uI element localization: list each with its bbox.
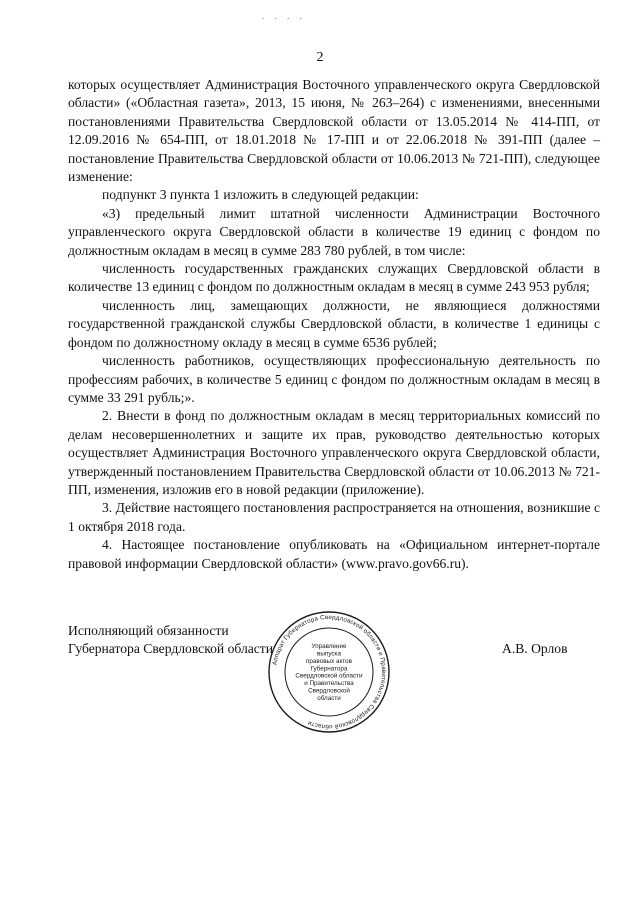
page-number: 2 xyxy=(316,50,324,65)
signatory-position xyxy=(68,622,273,659)
stamp-inner-line: выпуска xyxy=(317,650,341,658)
paragraph-item-4: 4. Настоящее постановление опубликовать на «Официальном интернет-портале правовой информации Свердловской области» (www.pravo.gov66.ru). xyxy=(68,537,600,571)
paragraph-limit: «3) предельный лимит штатной численности Администрации Восточного управленческого округа Свердловской области в количестве 19 единиц с фондом по должностным окладам в месяц в сумме 283 780 рублей, в том числе: xyxy=(68,205,600,258)
stamp-inner-line: Свердловской области xyxy=(295,672,363,680)
scan-marks: . . . . xyxy=(262,11,306,21)
paragraph-subpoint: подпункт 3 пункта 1 изложить в следующей редакции: xyxy=(102,187,419,203)
signatory-position-line1: Исполняющий обязанности xyxy=(68,623,229,638)
paragraph-item-3: 3. Действие настоящего постановления распространяется на отношения, возникшие с 1 октября 2018 года. xyxy=(68,500,600,534)
stamp-inner-line: правовых актов xyxy=(306,657,352,665)
signatory-name: А.В. Орлов xyxy=(502,641,568,656)
paragraph-workers: численность работников, осуществляющих профессиональную деятельность по профессиям рабочих, в количестве 5 единиц с фондом по должностным окладам в месяц в сумме 33 291 рубль;». xyxy=(68,353,600,405)
stamp-inner-line: и Правительства xyxy=(304,680,354,688)
paragraph-non-civil-positions: численность лиц, замещающих должности, не являющиеся должностями государственной гражданской службы Свердловской области, в количестве 1 единицы с фондом по должностному окладу в месяц в сумме 6536 рублей; xyxy=(68,297,600,350)
stamp-inner-line: Свердловской xyxy=(308,687,350,695)
document-body xyxy=(68,76,600,573)
paragraph-intro: которых осуществляет Администрация Восточного управленческого округа Свердловской области» («Областная газета», 2013, 15 июня, № 263–264) с изменениями, внесенными постановлениями Правительства Свердловской области от 13.05.2014 № 414-ПП, от 12.09.2016 № 654-ПП, от 18.01.2018 № 17-ПП и от 22.06.2018 № 391-ПП (далее – постановление Правительства Свердловской области от 10.06.2013 № 721-ПП), следующее изменение: xyxy=(68,77,600,185)
paragraph-item-2: 2. Внести в фонд по должностным окладам в месяц территориальных комиссий по делам несовершеннолетних и защите их прав, руководство деятельностью которых осуществляет Администрация Восточного управленческого округа Свердловской области, утвержденный постановлением Правительства Свердловской области от 10.06.2013 № 721-ПП, изменения, изложив его в новой редакции (приложение). xyxy=(68,408,600,497)
official-stamp xyxy=(267,610,391,734)
stamp-inner-line: Губернатора xyxy=(310,665,348,673)
stamp-inner-text xyxy=(295,643,363,702)
stamp-outer-text: Аппарат Губернатора Свердловской области и Правительства Свердловской области xyxy=(271,613,388,731)
signatory-position-line2: Губернатора Свердловской области xyxy=(68,641,274,657)
stamp-inner-line: Управление xyxy=(311,643,347,651)
paragraph-civil-servants: численность государственных гражданских служащих Свердловской области в количестве 13 единиц с фондом по должностным окладам в месяц в сумме 243 953 рубля; xyxy=(68,261,600,295)
stamp-inner-line: области xyxy=(317,694,341,702)
